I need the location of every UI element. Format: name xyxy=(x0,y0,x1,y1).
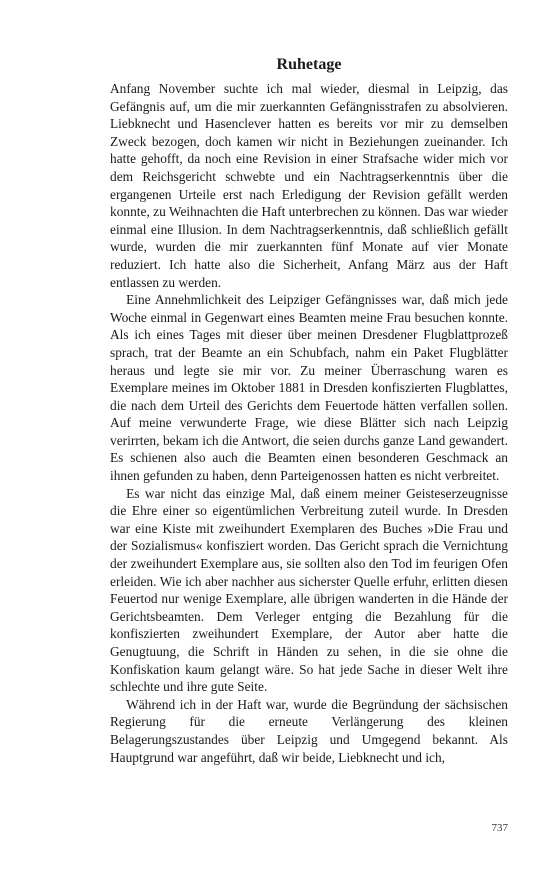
chapter-title: Ruhetage xyxy=(276,56,342,73)
paragraph-4: Während ich in der Haft war, wurde die Begründung der sächsischen Regierung für die erneute Verlängerung des kleinen Belagerungszustandes über Leipzig und Umgegend bekannt. Als Hauptgrund war angeführt, daß wir beide, Liebknecht und ich, xyxy=(110,696,508,765)
paragraph-2: Eine Annehmlichkeit des Leipziger Gefängnisses war, daß mich jede Woche einmal in Gegenwart eines Beamten meine Frau besuchen konnte. Als ich eines Tages mit dieser über meinen Dresdener Flugblattprozeß sprach, trat der Beamte an ein Schubfach, nahm ein Paket Flugblätter heraus und legte sie mir vor. Zu meiner Überraschung waren es Exemplare meines im Oktober 1881 in Dresden konfiszierten Flugblattes, die nach dem Urteil des Gerichts dem Feuertode hätten verfallen sollen. Auf meine verwunderte Frage, wie diese Blätter sich nach Leipzig verirrten, bekam ich die Antwort, die seien durchs ganze Land gewandert. Es schienen also auch die Beamten einen besonderen Geschmack an ihnen gefunden zu haben, denn Parteigenossen hatten es nicht verbreitet. xyxy=(110,292,508,484)
paragraph-1: Anfang November suchte ich mal wieder, diesmal in Leipzig, das Gefängnis auf, um die mir zuerkannten Gefängnisstrafen zu absolvieren. Liebknecht und Hasenclever hatten es bereits vor mir zu demselben Zweck bezogen, doch kamen wir nicht in Beziehungen zueinander. Ich hatte gehofft, da noch eine Revision in einer Strafsache wider mich vor dem Reichsgericht schwebte und ein Nachtragserkenntnis über die ergangenen Urteile erst nach Erledigung der Revision gefällt werden konnte, zu Weihnachten die Haft unterbrechen zu können. Das war wieder einmal eine Illusion. In dem Nachtragserkenntnis, daß schließlich gefällt wurde, wurden die mir zuerkannten fünf Monate auf vier Monate reduziert. Ich hatte also die Sicherheit, Anfang März aus der Haft entlassen zu werden. xyxy=(110,81,509,290)
paragraph-3: Es war nicht das einzige Mal, daß einem meiner Geisteserzeugnisse die Ehre einer so eigentümlichen Verbreitung zuteil wurde. In Dresden war eine Kiste mit zweihundert Exemplaren des Buches »Die Frau und der Sozialismus« konfisziert worden. Das Gericht sprach die Vernichtung der zweihundert Exemplare aus, sie sollten also den Tod im feurigen Ofen erleiden. Wie ich aber nachher aus sicherster Quelle erfuhr, erlitten diesen Feuertod nur wenige Exemplare, alle übrigen wanderten in die Hände der Gerichtsbeamten. Dem Verleger entging die Bezahlung für die konfiszierten zweihundert Exemplare, der Autor aber hatte die Genugtuung, die Schrift in Händen zu sehen, in die sie ohne die Konfiskation kaum gelangt wäre. So hat jede Sache in dieser Welt ihre schlechte und ihre gute Seite. xyxy=(110,485,508,695)
page-number: 737 xyxy=(491,822,508,834)
book-page xyxy=(110,52,508,766)
body-text xyxy=(110,80,508,766)
